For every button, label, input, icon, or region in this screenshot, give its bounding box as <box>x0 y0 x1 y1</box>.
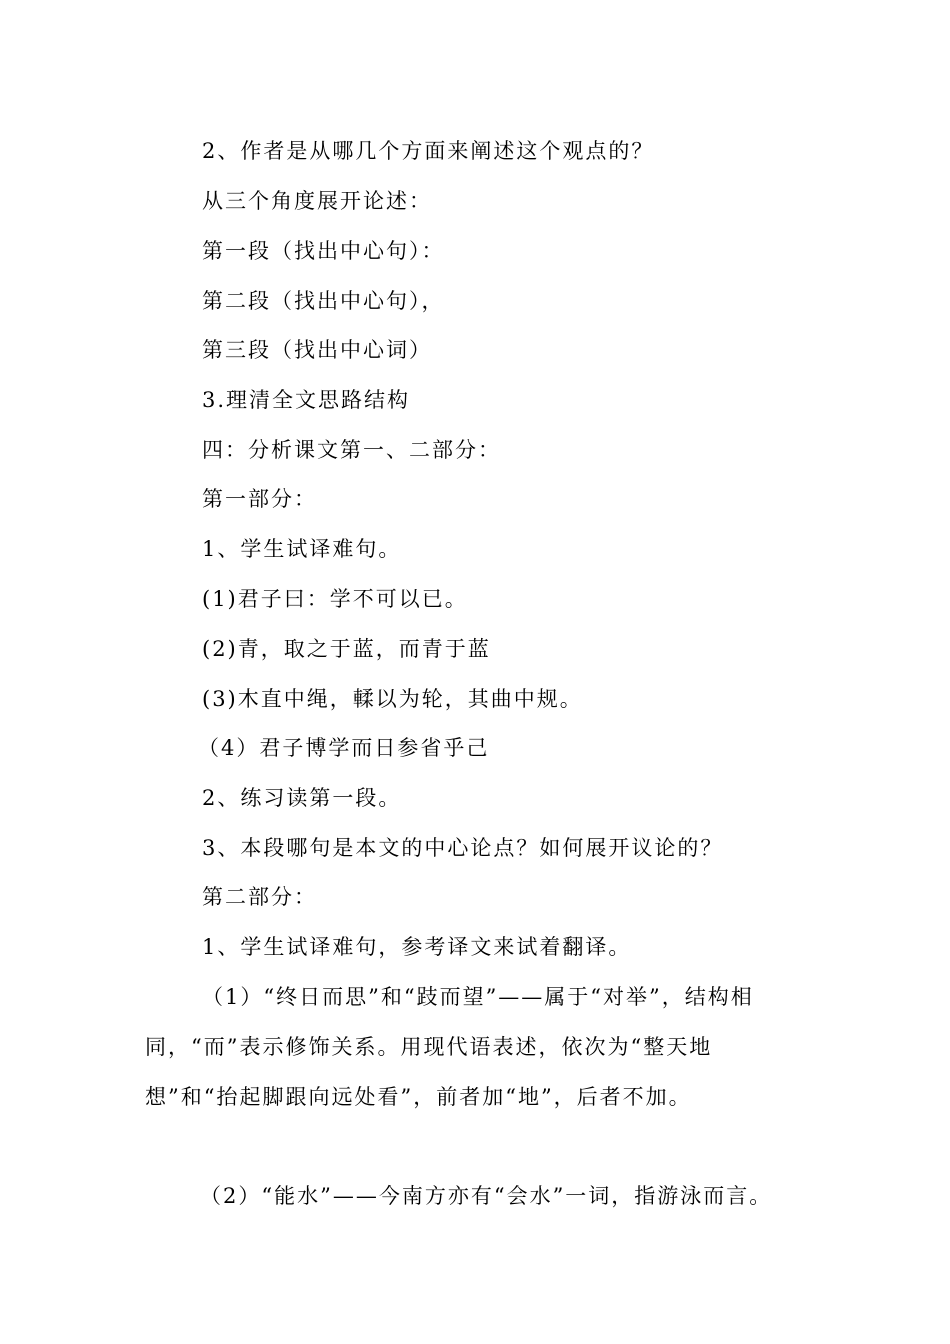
sentence-1: (1)君子曰：学不可以已。 <box>202 587 468 611</box>
part-one-item-3: 3、本段哪句是本文的中心论点？如何展开议论的？ <box>202 836 724 860</box>
part-two-heading: 第二部分： <box>202 885 317 909</box>
paragraph-three-note: 第三段（找出中心词） <box>202 338 432 362</box>
part-one-item-2: 2、练习读第一段。 <box>202 786 402 810</box>
item-3-structure: 3.理清全文思路结构 <box>202 388 411 412</box>
annotation-paragraph-1-text: （1）“终日而思”和“跂而望”——属于“对举”，结构相同，“而”表示修饰关系。用现代语表述，依次为“整天地想”和“抬起脚跟向远处看”，前者加“地”，后者不加。 <box>145 985 754 1109</box>
answer-three-angles: 从三个角度展开论述： <box>202 189 432 213</box>
question-2: 2、作者是从哪几个方面来阐述这个观点的？ <box>202 139 655 163</box>
paragraph-one-note: 第一段（找出中心句）： <box>202 239 445 263</box>
part-two-item-1: 1、学生试译难句，参考译文来试着翻译。 <box>202 935 632 959</box>
annotation-paragraph-1 <box>145 972 805 1122</box>
part-one-item-1: 1、学生试译难句。 <box>202 537 402 561</box>
sentence-4: （4）君子博学而日参省乎己 <box>198 736 490 760</box>
paragraph-two-note: 第二段（找出中心句）， <box>202 289 445 313</box>
part-one-heading: 第一部分： <box>202 487 317 511</box>
sentence-2: (2)青，取之于蓝，而青于蓝 <box>202 637 491 661</box>
sentence-3: (3)木直中绳，輮以为轮，其曲中规。 <box>202 687 583 711</box>
annotation-paragraph-2: （2）“能水”——今南方亦有“会水”一词，指游泳而言。 <box>200 1184 773 1208</box>
section-four-heading: 四：分析课文第一、二部分： <box>202 438 501 462</box>
